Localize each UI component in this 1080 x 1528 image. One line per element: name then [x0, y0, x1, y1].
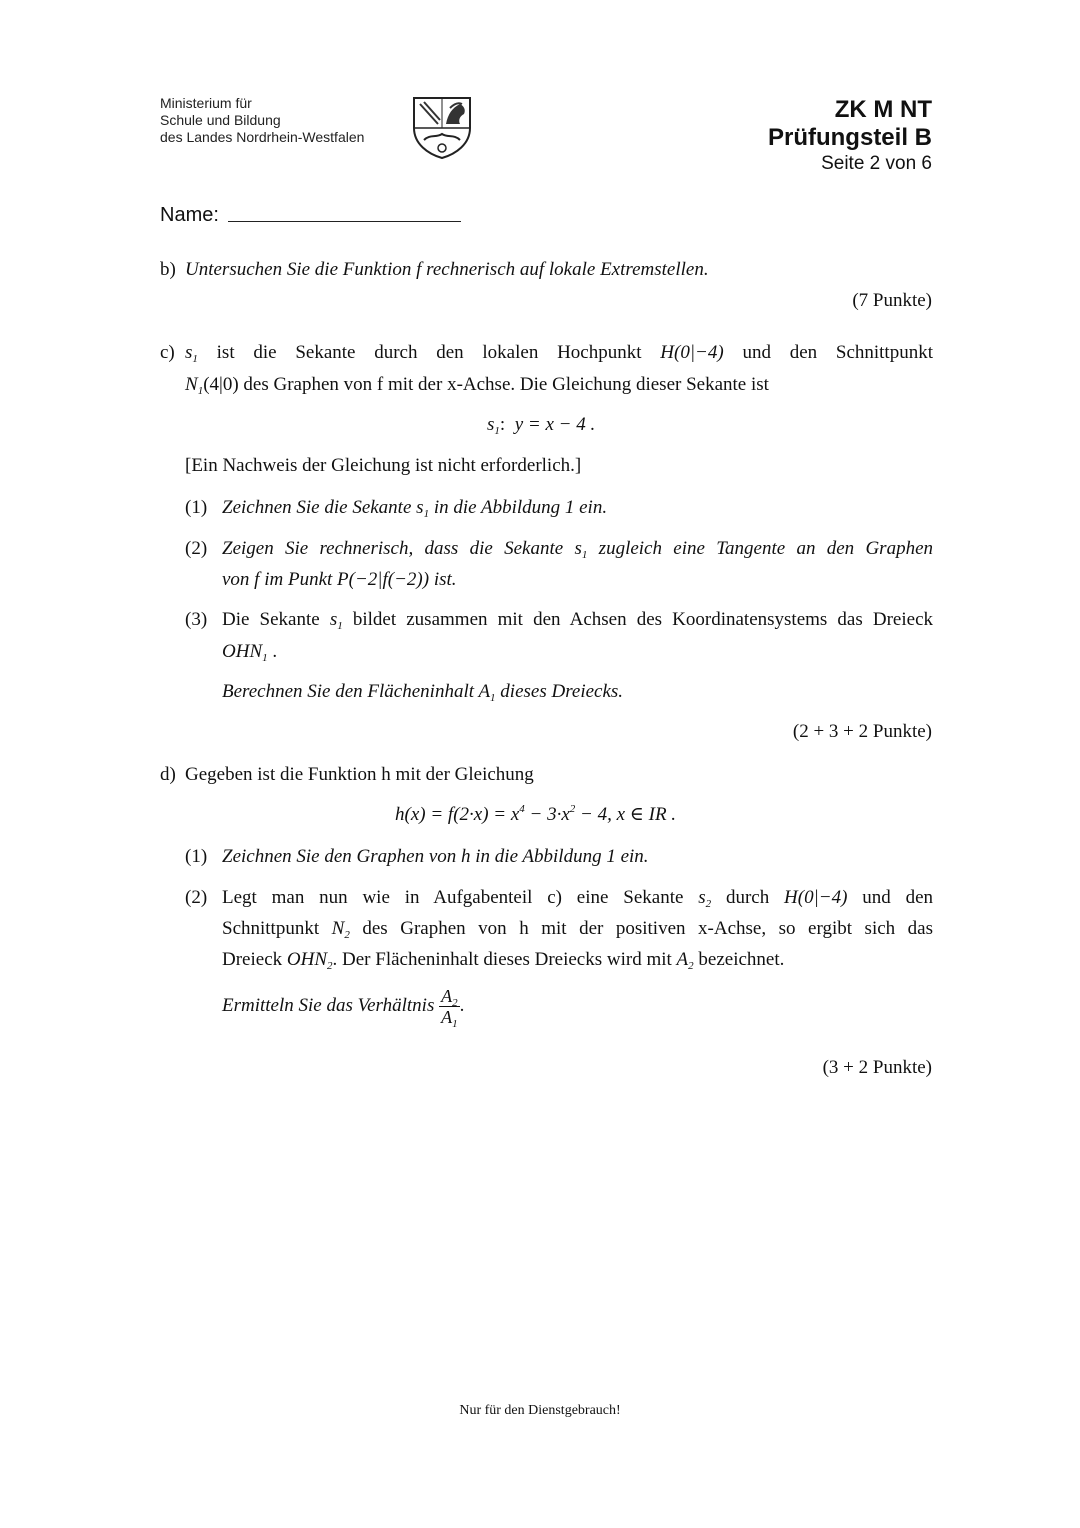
task-d-sub-2-b: durch	[725, 887, 770, 908]
secant-eq-text: y = x − 4 .	[514, 414, 596, 435]
task-c-sub-3-a: Die Sekante	[222, 609, 320, 630]
task-c-sub-2-b: zugleich eine Tangente an den Graphen	[598, 538, 934, 559]
task-d-sub-2-i: Ermitteln Sie das Verhältnis	[222, 994, 435, 1016]
task-d-eq-part-3: − 4, x ∈ IR .	[575, 804, 677, 825]
task-c-sub-3-b: bildet zusammen mit den Achsen des Koordinatensystems das Dreieck	[352, 609, 933, 630]
task-b-points: (7 Punkte)	[852, 290, 932, 311]
nrw-crest-logo	[410, 94, 474, 160]
task-d-sub-2-line-1	[222, 886, 933, 910]
task-d-equation: $h(x) = f(2\cdot x) = x^4 - 3\cdot x^2 - 4$, x ∈ IR .	[395, 803, 677, 825]
task-c-sub-3-c: Berechnen Sie den Flächeninhalt	[222, 681, 475, 702]
secant-equation: $s_1$: y = x − 4 .	[487, 414, 596, 437]
point-p: P(−2|f(−2))	[337, 569, 430, 590]
task-c-sub-3-d: dieses Dreiecks.	[500, 681, 624, 702]
task-d-sub-2-e: des Graphen von h mit der positiven x-Achse, so ergibt sich das	[362, 918, 934, 939]
secant-eq-symbol: $s_1$	[487, 414, 500, 437]
ministry-line-1: Ministerium für	[160, 95, 252, 111]
task-d-sub-1-num: (1)	[185, 846, 208, 867]
task-d-sub-1-text: Zeichnen Sie den Graphen von h in die Abbildung 1 ein.	[222, 846, 649, 867]
point-n2: $N_2$	[331, 918, 350, 941]
secant-s1-symbol-4: $s_1$	[329, 609, 343, 632]
task-d-label: d)	[160, 764, 176, 785]
triangle-ohn1-name: OHN	[222, 641, 263, 662]
task-c-note: [Ein Nachweis der Gleichung ist nicht erforderlich.]	[185, 455, 582, 476]
point-n1: $N_1$	[185, 374, 204, 397]
task-c-sub-1-text	[222, 496, 607, 520]
ratio-fraction	[439, 986, 460, 1030]
name-input-line[interactable]	[228, 221, 461, 222]
secant-s1-symbol-3: $s_1$	[574, 538, 588, 561]
task-d-sub-2-a: Legt man nun wie in Aufgabenteil c) eine Sekante	[222, 887, 684, 908]
exam-part: Prüfungsteil B	[767, 124, 932, 151]
task-c-label: c)	[160, 342, 175, 363]
task-d-sub-2-g: . Der Flächeninhalt dieses Dreiecks wird mit	[332, 949, 672, 970]
task-c-sub-3-line-1	[222, 608, 933, 632]
page-number: Seite 2 von 6	[821, 153, 932, 174]
name-label: Name:	[160, 204, 219, 226]
secant-s1-symbol-2: $s_1$	[416, 497, 430, 520]
task-c-sub-3-line-3	[222, 680, 623, 704]
task-c-sub-2-a: Zeigen Sie rechnerisch, dass die Sekante	[222, 538, 564, 559]
task-d-sub-2-h: bezeichnet.	[698, 949, 785, 970]
task-c-sub-1-a: Zeichnen Sie die Sekante	[222, 497, 412, 518]
task-d-sub-2-line-4: Ermitteln Sie das Verhältnis $\frac{A_2}{A_1}$ .	[222, 986, 465, 1030]
task-d-intro: Gegeben ist die Funktion h mit der Gleichung	[185, 764, 534, 785]
task-c-sub-2-line-2	[222, 568, 457, 592]
task-c-sub-3-num: (3)	[185, 609, 208, 630]
task-d-eq-part-2: − 3·x	[524, 804, 570, 825]
task-d-sub-2-d: Schnittpunkt	[222, 918, 320, 939]
area-a2-symbol: $A_2$	[676, 949, 694, 972]
task-c-points: (2 + 3 + 2 Punkte)	[792, 721, 932, 742]
footer-note: Nur für den Dienstgebrauch!	[459, 1403, 621, 1418]
task-c-sub-2-num: (2)	[185, 538, 208, 559]
ministry-name	[160, 95, 364, 146]
task-c-sub-1-b: in die Abbildung 1 ein.	[433, 497, 608, 518]
ratio-numerator: $A_2$	[441, 986, 458, 1009]
high-point-h: H(0|−4)	[660, 342, 724, 363]
exam-code: ZK M NT	[834, 96, 932, 123]
high-point-h-2: H(0|−4)	[784, 887, 848, 908]
task-c-line-2-text: des Graphen von f mit der x-Achse. Die Gleichung dieser Sekante ist	[243, 374, 769, 395]
task-c-sub-2-line-1	[222, 537, 933, 561]
task-c-line-1-text: ist die Sekante durch den lokalen Hochpunkt	[216, 342, 642, 363]
area-a1-symbol: $A_1$	[478, 681, 496, 704]
task-b-text: Untersuchen Sie die Funktion f rechnerisch auf lokale Extremstellen.	[185, 259, 709, 280]
task-d-sub-2-c: und den	[862, 887, 934, 908]
secant-s2-symbol: $s_2$	[698, 887, 712, 910]
point-n1-coords: (4|0)	[203, 374, 239, 395]
triangle-ohn1: $OHN_1$ .	[222, 641, 278, 664]
task-c-sub-2-d: ist.	[433, 569, 457, 590]
ministry-line-2: Schule und Bildung	[160, 112, 281, 128]
secant-s1-symbol: $s_1$	[185, 342, 198, 365]
task-c-line-1	[185, 341, 933, 365]
task-d-sub-2-f: Dreieck	[222, 949, 283, 970]
task-c-sub-1-num: (1)	[185, 497, 208, 518]
ratio-denominator: $A_1$	[441, 1007, 458, 1030]
task-d-eq-part-1: h(x) = f(2·x) = x	[395, 804, 520, 825]
ministry-line-3: des Landes Nordrhein-Westfalen	[160, 129, 365, 145]
task-d-sub-2-line-2	[222, 917, 933, 941]
task-c-line-2	[185, 373, 769, 397]
triangle-ohn2: $OHN_2$	[286, 949, 333, 972]
task-d-sub-2-line-3	[222, 948, 784, 972]
task-c-line-1b-text: und den Schnittpunkt	[742, 342, 933, 363]
exam-header	[768, 96, 932, 176]
task-b-label: b)	[160, 259, 176, 280]
task-d-sub-2-num: (2)	[185, 887, 208, 908]
task-d-points: (3 + 2 Punkte)	[822, 1057, 932, 1078]
task-c-sub-2-c: von f im Punkt	[222, 569, 333, 590]
